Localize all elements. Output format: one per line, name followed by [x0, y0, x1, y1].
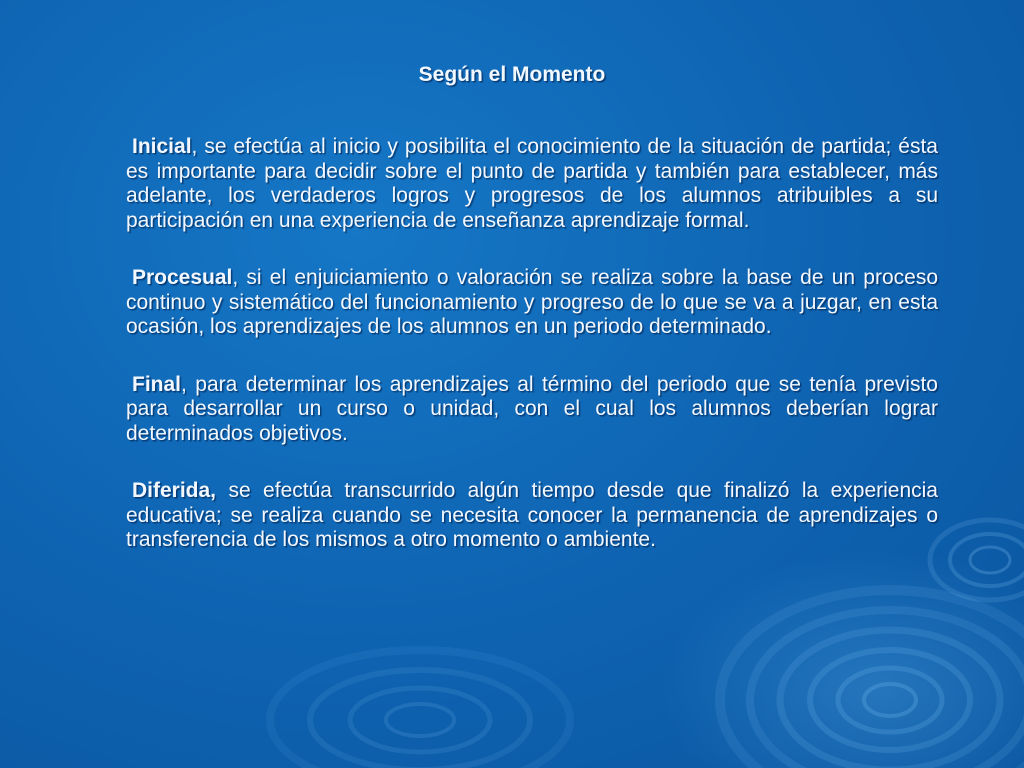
paragraph-diferida [126, 479, 938, 553]
text-procesual: , si el enjuiciamiento o valoración se realiza sobre la base de un proceso continuo y sistemático del funcionamiento y progreso de lo que se va a juzgar, en esta ocasión, los aprendizajes de los alumnos en un periodo determinado. [126, 266, 938, 338]
term-procesual: Procesual [132, 266, 233, 289]
paragraph-inicial [126, 135, 938, 233]
term-diferida: Diferida, [132, 479, 217, 502]
text-final: , para determinar los aprendizajes al término del periodo que se tenía previsto para desarrollar un curso o unidad, con el cual los alumnos deberían lograr determinados objetivos. [126, 372, 938, 445]
term-inicial: Inicial [132, 135, 192, 158]
term-final: Final [132, 372, 182, 396]
paragraph-final [126, 373, 938, 447]
paragraph-procesual [126, 266, 938, 340]
slide-title: Según el Momento [418, 63, 606, 86]
text-inicial: , se efectúa al inicio y posibilita el conocimiento de la situación de partida; ésta es importante para decidir sobre el punto de partida y también para establecer, más adelante, los verdaderos logros y progresos de los alumnos atribuibles a su participación en una experiencia de enseñanza aprendizaje formal. [126, 135, 938, 232]
text-diferida: se efectúa transcurrido algún tiempo desde que finalizó la experiencia educativa; se realiza cuando se necesita conocer la permanencia de aprendizajes o transferencia de los mismos a otro momento o ambiente. [126, 479, 938, 551]
slide-body [126, 135, 938, 586]
